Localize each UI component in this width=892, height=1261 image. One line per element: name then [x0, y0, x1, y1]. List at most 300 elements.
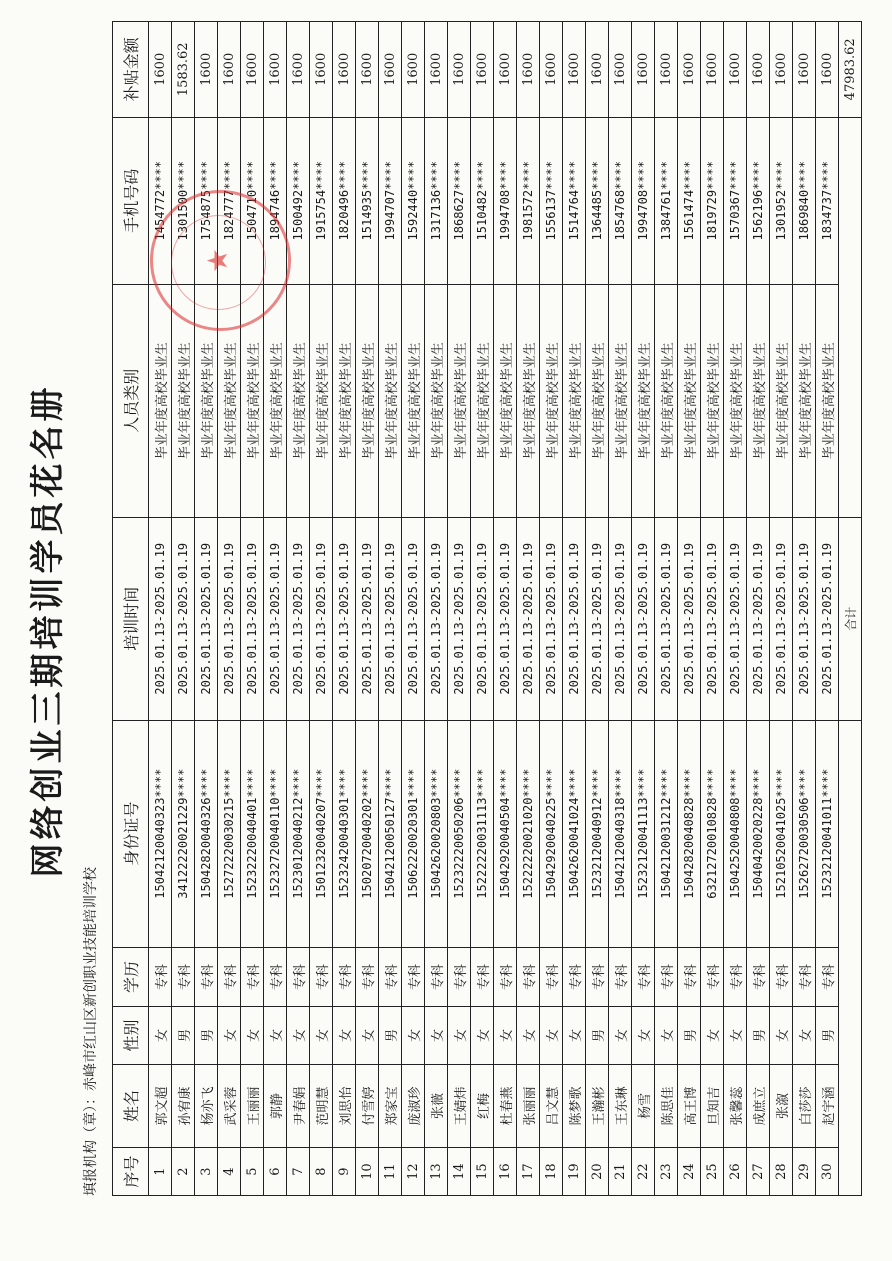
- table-row: [586, 22, 609, 1196]
- cell-id: 632127200108​28****: [701, 720, 724, 947]
- cell-phone: 1301952****: [770, 117, 793, 284]
- cell-amount: 1600: [379, 22, 402, 118]
- cell-period: 2025.01.13-2025.01.19: [402, 517, 425, 720]
- cell-no: 19: [563, 1148, 586, 1196]
- cell-no: 17: [517, 1148, 540, 1196]
- cell-name: 红梅: [471, 1064, 494, 1148]
- cell-period: 2025.01.13-2025.01.19: [586, 517, 609, 720]
- cell-period: 2025.01.13-2025.01.19: [770, 517, 793, 720]
- cell-id: 152105200410​25****: [770, 720, 793, 947]
- cell-gender: 女: [287, 1007, 310, 1064]
- cell-id: 152627200305​06****: [793, 720, 816, 947]
- cell-category: 毕业年度高校毕业生: [356, 284, 379, 517]
- table-row: [310, 22, 333, 1196]
- cell-category: 毕业年度高校毕业生: [149, 284, 172, 517]
- cell-no: 16: [494, 1148, 517, 1196]
- cell-id: 152322200502​06****: [448, 720, 471, 947]
- cell-no: 7: [287, 1148, 310, 1196]
- cell-gender: 女: [517, 1007, 540, 1064]
- header-cell: 学历: [113, 947, 149, 1007]
- cell-period: 2025.01.13-2025.01.19: [425, 517, 448, 720]
- cell-no: 3: [195, 1148, 218, 1196]
- cell-name: 尹春娟: [287, 1064, 310, 1148]
- cell-no: 21: [609, 1148, 632, 1196]
- cell-amount: 1600: [149, 22, 172, 118]
- cell-phone: 1592440****: [402, 117, 425, 284]
- cell-period: 2025.01.13-2025.01.19: [149, 517, 172, 720]
- cell-edu: 专科: [770, 947, 793, 1007]
- cell-phone: 1994708****: [632, 117, 655, 284]
- cell-amount: 1600: [264, 22, 287, 118]
- table-row: [816, 22, 839, 1196]
- cell-gender: 女: [540, 1007, 563, 1064]
- total-amount: 47983.62: [839, 22, 862, 118]
- cell-amount: 1600: [586, 22, 609, 118]
- cell-phone: 1868627****: [448, 117, 471, 284]
- cell-category: 毕业年度高校毕业生: [793, 284, 816, 517]
- table-row: [517, 22, 540, 1196]
- cell-amount: 1600: [218, 22, 241, 118]
- cell-category: 毕业年度高校毕业生: [241, 284, 264, 517]
- table-row: [724, 22, 747, 1196]
- cell-no: 14: [448, 1148, 471, 1196]
- cell-id: 152321200410​11****: [816, 720, 839, 947]
- cell-amount: 1600: [816, 22, 839, 118]
- cell-phone: 1854768****: [609, 117, 632, 284]
- cell-category: 毕业年度高校毕业生: [310, 284, 333, 517]
- cell-amount: 1600: [310, 22, 333, 118]
- cell-id: 150429200402​25****: [540, 720, 563, 947]
- cell-id: 152322200404​01****: [241, 720, 264, 947]
- cell-phone: 1981572****: [517, 117, 540, 284]
- cell-period: 2025.01.13-2025.01.19: [517, 517, 540, 720]
- cell-category: 毕业年度高校毕业生: [517, 284, 540, 517]
- cell-no: 6: [264, 1148, 287, 1196]
- cell-gender: 男: [678, 1007, 701, 1064]
- cell-phone: 1454772****: [149, 117, 172, 284]
- cell-id: 150421200312​12****: [655, 720, 678, 947]
- cell-period: 2025.01.13-2025.01.19: [448, 517, 471, 720]
- cell-category: 毕业年度高校毕业生: [540, 284, 563, 517]
- cell-id: 150428200408​28****: [678, 720, 701, 947]
- cell-edu: 专科: [586, 947, 609, 1007]
- table-row: [333, 22, 356, 1196]
- cell-no: 27: [747, 1148, 770, 1196]
- cell-edu: 专科: [287, 947, 310, 1007]
- cell-no: 11: [379, 1148, 402, 1196]
- cell-name: 杨雪: [632, 1064, 655, 1148]
- cell-edu: 专科: [632, 947, 655, 1007]
- cell-name: 杜春燕: [494, 1064, 517, 1148]
- cell-no: 30: [816, 1148, 839, 1196]
- cell-gender: 女: [356, 1007, 379, 1064]
- header-cell: 身份证号: [113, 720, 149, 947]
- cell-phone: 1994707****: [379, 117, 402, 284]
- cell-name: 武采蓉: [218, 1064, 241, 1148]
- cell-category: 毕业年度高校毕业生: [586, 284, 609, 517]
- cell-edu: 专科: [563, 947, 586, 1007]
- cell-gender: 女: [448, 1007, 471, 1064]
- cell-gender: 男: [379, 1007, 402, 1064]
- cell-id: 152324200403​01****: [333, 720, 356, 947]
- cell-edu: 专科: [310, 947, 333, 1007]
- cell-period: 2025.01.13-2025.01.19: [540, 517, 563, 720]
- cell-name: 杨亦飞: [195, 1064, 218, 1148]
- cell-name: 郑家宝: [379, 1064, 402, 1148]
- cell-category: 毕业年度高校毕业生: [632, 284, 655, 517]
- cell-name: 赵宇涵: [816, 1064, 839, 1148]
- cell-no: 23: [655, 1148, 678, 1196]
- cell-phone: 1301500****: [172, 117, 195, 284]
- cell-category: 毕业年度高校毕业生: [678, 284, 701, 517]
- table-row: [425, 22, 448, 1196]
- cell-no: 2: [172, 1148, 195, 1196]
- cell-category: 毕业年度高校毕业生: [770, 284, 793, 517]
- cell-gender: 女: [241, 1007, 264, 1064]
- cell-id: 150622200203​01****: [402, 720, 425, 947]
- total-row: [839, 22, 862, 1196]
- cell-phone: 1514935****: [356, 117, 379, 284]
- cell-amount: 1600: [563, 22, 586, 118]
- cell-amount: 1583.62: [172, 22, 195, 118]
- cell-amount: 1600: [770, 22, 793, 118]
- header-cell: 性别: [113, 1007, 149, 1064]
- cell-edu: 专科: [172, 947, 195, 1007]
- cell-gender: 男: [816, 1007, 839, 1064]
- cell-phone: 1820496****: [333, 117, 356, 284]
- cell-edu: 专科: [448, 947, 471, 1007]
- table-row: [471, 22, 494, 1196]
- cell-name: 张丽丽: [517, 1064, 540, 1148]
- table-row: [632, 22, 655, 1196]
- cell-category: 毕业年度高校毕业生: [402, 284, 425, 517]
- header-cell: 序号: [113, 1148, 149, 1196]
- cell-amount: 1600: [632, 22, 655, 118]
- cell-gender: 女: [724, 1007, 747, 1064]
- cell-period: 2025.01.13-2025.01.19: [494, 517, 517, 720]
- cell-name: 白莎莎: [793, 1064, 816, 1148]
- cell-name: 刘思怡: [333, 1064, 356, 1148]
- cell-edu: 专科: [655, 947, 678, 1007]
- cell-gender: 女: [149, 1007, 172, 1064]
- cell-phone: 1556137****: [540, 117, 563, 284]
- cell-id: 150207200402​02****: [356, 720, 379, 947]
- cell-id: 152722200302​15****: [218, 720, 241, 947]
- cell-category: 毕业年度高校毕业生: [333, 284, 356, 517]
- cell-id: 150428200403​26****: [195, 720, 218, 947]
- cell-name: 旦知吉: [701, 1064, 724, 1148]
- cell-id: 150421200403​23****: [149, 720, 172, 947]
- cell-period: 2025.01.13-2025.01.19: [701, 517, 724, 720]
- cell-category: 毕业年度高校毕业生: [448, 284, 471, 517]
- cell-gender: 女: [563, 1007, 586, 1064]
- cell-phone: 1894746****: [264, 117, 287, 284]
- cell-phone: 1500492****: [287, 117, 310, 284]
- cell-gender: 男: [195, 1007, 218, 1064]
- cell-phone: 1364485****: [586, 117, 609, 284]
- table-row: [264, 22, 287, 1196]
- cell-edu: 专科: [195, 947, 218, 1007]
- cell-amount: 1600: [678, 22, 701, 118]
- cell-no: 9: [333, 1148, 356, 1196]
- cell-name: 吕文慧: [540, 1064, 563, 1148]
- cell-phone: 1824777****: [218, 117, 241, 284]
- cell-period: 2025.01.13-2025.01.19: [678, 517, 701, 720]
- cell-id: 150404200202​28****: [747, 720, 770, 947]
- cell-category: 毕业年度高校毕业生: [724, 284, 747, 517]
- cell-amount: 1600: [356, 22, 379, 118]
- cell-no: 18: [540, 1148, 563, 1196]
- cell-edu: 专科: [517, 947, 540, 1007]
- cell-category: 毕业年度高校毕业生: [609, 284, 632, 517]
- cell-phone: 1384761****: [655, 117, 678, 284]
- cell-phone: 1514764****: [563, 117, 586, 284]
- table-row: [356, 22, 379, 1196]
- header-cell: 补贴金额: [113, 22, 149, 118]
- cell-gender: 女: [793, 1007, 816, 1064]
- cell-period: 2025.01.13-2025.01.19: [218, 517, 241, 720]
- cell-no: 12: [402, 1148, 425, 1196]
- cell-phone: 1834737****: [816, 117, 839, 284]
- cell-period: 2025.01.13-2025.01.19: [471, 517, 494, 720]
- cell-phone: 1570367****: [724, 117, 747, 284]
- cell-name: 张溆: [770, 1064, 793, 1148]
- cell-id: 150429200405​04****: [494, 720, 517, 947]
- cell-phone: 1561474****: [678, 117, 701, 284]
- cell-period: 2025.01.13-2025.01.19: [609, 517, 632, 720]
- cell-category: 毕业年度高校毕业生: [563, 284, 586, 517]
- cell-period: 2025.01.13-2025.01.19: [264, 517, 287, 720]
- cell-no: 20: [586, 1148, 609, 1196]
- cell-edu: 专科: [379, 947, 402, 1007]
- cell-gender: 女: [770, 1007, 793, 1064]
- cell-period: 2025.01.13-2025.01.19: [747, 517, 770, 720]
- table-row: [678, 22, 701, 1196]
- cell-no: 8: [310, 1148, 333, 1196]
- cell-id: 152327200401​10****: [264, 720, 287, 947]
- cell-edu: 专科: [678, 947, 701, 1007]
- cell-edu: 专科: [724, 947, 747, 1007]
- cell-no: 24: [678, 1148, 701, 1196]
- cell-amount: 1600: [425, 22, 448, 118]
- cell-no: 4: [218, 1148, 241, 1196]
- cell-gender: 女: [402, 1007, 425, 1064]
- cell-name: 王东琳: [609, 1064, 632, 1148]
- cell-period: 2025.01.13-2025.01.19: [563, 517, 586, 720]
- cell-gender: 男: [172, 1007, 195, 1064]
- cell-no: 28: [770, 1148, 793, 1196]
- cell-gender: 男: [586, 1007, 609, 1064]
- cell-gender: 女: [310, 1007, 333, 1064]
- cell-name: 郭静: [264, 1064, 287, 1148]
- cell-name: 王婧炜: [448, 1064, 471, 1148]
- cell-name: 王瀚彬: [586, 1064, 609, 1148]
- cell-name: 范明慧: [310, 1064, 333, 1148]
- cell-name: 成庶立: [747, 1064, 770, 1148]
- cell-category: 毕业年度高校毕业生: [379, 284, 402, 517]
- table-row: [701, 22, 724, 1196]
- cell-gender: 女: [333, 1007, 356, 1064]
- cell-no: 5: [241, 1148, 264, 1196]
- document-title: 网络创业三期培训学员花名册: [28, 383, 68, 878]
- cell-phone: 1869840****: [793, 117, 816, 284]
- cell-amount: 1600: [195, 22, 218, 118]
- cell-edu: 专科: [333, 947, 356, 1007]
- cell-category: 毕业年度高校毕业生: [494, 284, 517, 517]
- cell-id: 150123200402​07****: [310, 720, 333, 947]
- cell-period: 2025.01.13-2025.01.19: [195, 517, 218, 720]
- cell-period: 2025.01.13-2025.01.19: [816, 517, 839, 720]
- cell-name: 孙宥康: [172, 1064, 195, 1148]
- cell-gender: 女: [218, 1007, 241, 1064]
- table-row: [494, 22, 517, 1196]
- cell-edu: 专科: [494, 947, 517, 1007]
- cell-gender: 女: [632, 1007, 655, 1064]
- cell-edu: 专科: [356, 947, 379, 1007]
- cell-amount: 1600: [287, 22, 310, 118]
- cell-phone: 1504710****: [241, 117, 264, 284]
- cell-period: 2025.01.13-2025.01.19: [724, 517, 747, 720]
- cell-phone: 1994708****: [494, 117, 517, 284]
- cell-edu: 专科: [218, 947, 241, 1007]
- cell-id: 150421200501​27****: [379, 720, 402, 947]
- cell-name: 付雪婷: [356, 1064, 379, 1148]
- cell-phone: 1819729****: [701, 117, 724, 284]
- cell-gender: 男: [747, 1007, 770, 1064]
- cell-id: 150426200208​03****: [425, 720, 448, 947]
- table-row: [770, 22, 793, 1196]
- cell-period: 2025.01.13-2025.01.19: [379, 517, 402, 720]
- cell-id: 152222200311​13****: [471, 720, 494, 947]
- seal-star-icon: ★: [201, 247, 234, 274]
- cell-id: 150421200403​18****: [609, 720, 632, 947]
- cell-phone: 1317136****: [425, 117, 448, 284]
- cell-category: 毕业年度高校毕业生: [816, 284, 839, 517]
- cell-name: 张薇: [425, 1064, 448, 1148]
- cell-gender: 女: [609, 1007, 632, 1064]
- cell-no: 10: [356, 1148, 379, 1196]
- total-empty-cell: [839, 720, 862, 1195]
- cell-edu: 专科: [747, 947, 770, 1007]
- cell-id: 150425200408​08****: [724, 720, 747, 947]
- cell-gender: 女: [494, 1007, 517, 1064]
- cell-id: 152301200402​12****: [287, 720, 310, 947]
- cell-name: 高王博: [678, 1064, 701, 1148]
- cell-category: 毕业年度高校毕业生: [655, 284, 678, 517]
- cell-edu: 专科: [425, 947, 448, 1007]
- cell-phone: 1915754****: [310, 117, 333, 284]
- cell-name: 陈思佳: [655, 1064, 678, 1148]
- cell-no: 1: [149, 1148, 172, 1196]
- cell-phone: 1562196****: [747, 117, 770, 284]
- cell-amount: 1600: [701, 22, 724, 118]
- cell-category: 毕业年度高校毕业生: [425, 284, 448, 517]
- cell-name: 郭文超: [149, 1064, 172, 1148]
- cell-id: 152321200411​13****: [632, 720, 655, 947]
- table-row: [448, 22, 471, 1196]
- cell-no: 22: [632, 1148, 655, 1196]
- cell-amount: 1600: [517, 22, 540, 118]
- cell-period: 2025.01.13-2025.01.19: [287, 517, 310, 720]
- table-row: [655, 22, 678, 1196]
- cell-period: 2025.01.13-2025.01.19: [310, 517, 333, 720]
- cell-edu: 专科: [149, 947, 172, 1007]
- cell-period: 2025.01.13-2025.01.19: [655, 517, 678, 720]
- cell-phone: 1510482****: [471, 117, 494, 284]
- cell-edu: 专科: [793, 947, 816, 1007]
- header-cell: 人员类别: [113, 284, 149, 517]
- total-empty-cell: [839, 117, 862, 517]
- header-row: [113, 22, 149, 1196]
- cell-edu: 专科: [701, 947, 724, 1007]
- cell-amount: 1600: [609, 22, 632, 118]
- cell-id: 152321200409​12****: [586, 720, 609, 947]
- cell-amount: 1600: [793, 22, 816, 118]
- cell-phone: 1754875****: [195, 117, 218, 284]
- cell-amount: 1600: [747, 22, 770, 118]
- cell-period: 2025.01.13-2025.01.19: [172, 517, 195, 720]
- cell-edu: 专科: [540, 947, 563, 1007]
- cell-amount: 1600: [448, 22, 471, 118]
- cell-category: 毕业年度高校毕业生: [471, 284, 494, 517]
- cell-no: 29: [793, 1148, 816, 1196]
- cell-name: 陈梦歌: [563, 1064, 586, 1148]
- table-row: [379, 22, 402, 1196]
- cell-edu: 专科: [609, 947, 632, 1007]
- cell-category: 毕业年度高校毕业生: [747, 284, 770, 517]
- cell-edu: 专科: [471, 947, 494, 1007]
- total-label: 合计: [839, 517, 862, 720]
- cell-amount: 1600: [402, 22, 425, 118]
- cell-amount: 1600: [333, 22, 356, 118]
- cell-id: 341222200212​29****: [172, 720, 195, 947]
- table-row: [402, 22, 425, 1196]
- cell-no: 25: [701, 1148, 724, 1196]
- header-cell: 培训时间: [113, 517, 149, 720]
- cell-period: 2025.01.13-2025.01.19: [241, 517, 264, 720]
- table-row: [563, 22, 586, 1196]
- cell-period: 2025.01.13-2025.01.19: [333, 517, 356, 720]
- table-row: [149, 22, 172, 1196]
- table-row: [747, 22, 770, 1196]
- header-cell: 手机号码: [113, 117, 149, 284]
- cell-no: 13: [425, 1148, 448, 1196]
- cell-period: 2025.01.13-2025.01.19: [356, 517, 379, 720]
- cell-name: 张馨蕊: [724, 1064, 747, 1148]
- cell-gender: 女: [425, 1007, 448, 1064]
- cell-period: 2025.01.13-2025.01.19: [793, 517, 816, 720]
- cell-category: 毕业年度高校毕业生: [287, 284, 310, 517]
- cell-amount: 1600: [540, 22, 563, 118]
- cell-name: 庞淑珍: [402, 1064, 425, 1148]
- table-row: [287, 22, 310, 1196]
- cell-amount: 1600: [655, 22, 678, 118]
- official-seal: [150, 190, 291, 331]
- table-row: [609, 22, 632, 1196]
- cell-category: 毕业年度高校毕业生: [701, 284, 724, 517]
- cell-id: 152222200210​20****: [517, 720, 540, 947]
- cell-category: 毕业年度高校毕业生: [172, 284, 195, 517]
- cell-gender: 女: [701, 1007, 724, 1064]
- table-row: [793, 22, 816, 1196]
- cell-amount: 1600: [724, 22, 747, 118]
- cell-edu: 专科: [816, 947, 839, 1007]
- cell-amount: 1600: [241, 22, 264, 118]
- cell-gender: 女: [655, 1007, 678, 1064]
- cell-period: 2025.01.13-2025.01.19: [632, 517, 655, 720]
- cell-no: 15: [471, 1148, 494, 1196]
- cell-amount: 1600: [494, 22, 517, 118]
